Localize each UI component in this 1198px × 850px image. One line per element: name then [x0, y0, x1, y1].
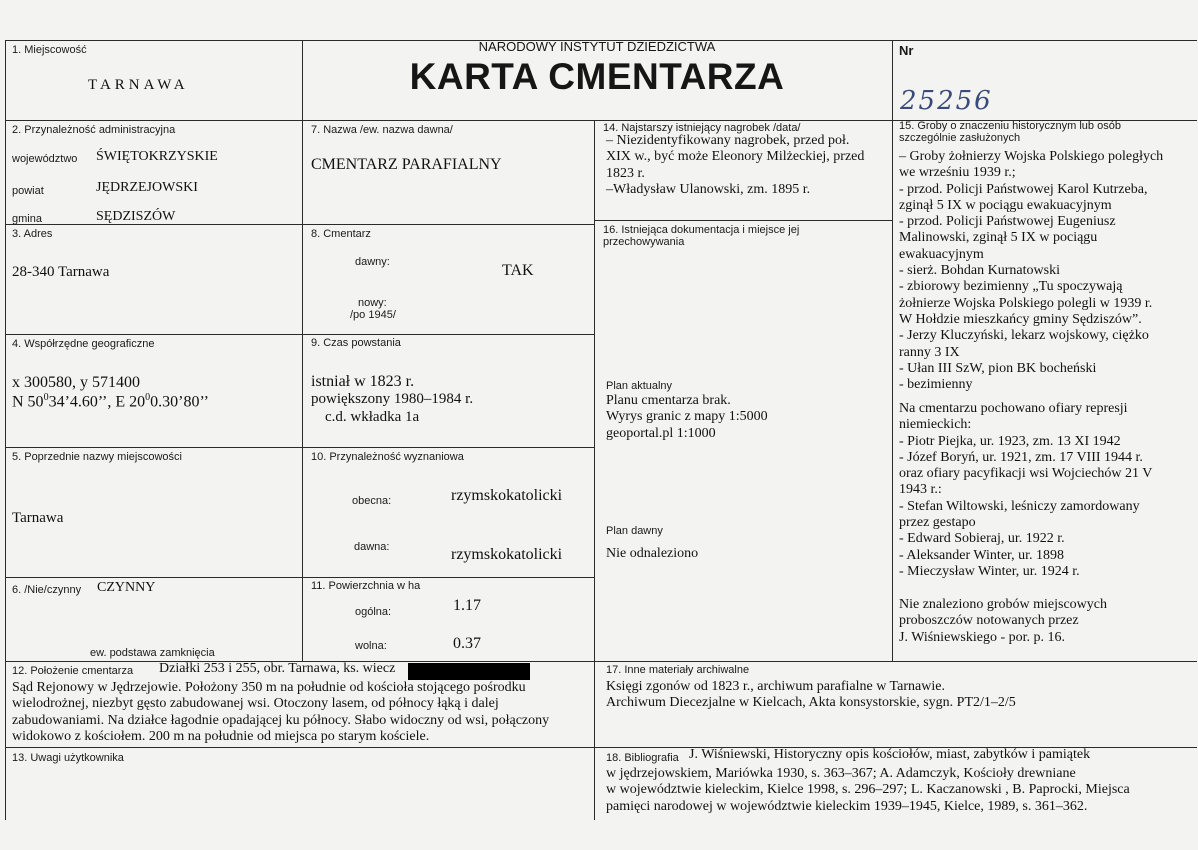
f3-value: 28-340 Tarnawa: [12, 264, 110, 280]
rule-col1: [302, 40, 303, 661]
f9-line3: c.d. wkładka 1a: [325, 409, 420, 425]
f8-label: 8. Cmentarz: [311, 228, 371, 240]
f13-label: 13. Uwagi użytkownika: [12, 752, 124, 764]
f16-plan-aktualny-label: Plan aktualny: [606, 380, 673, 392]
rule-col2: [594, 120, 595, 820]
f7-label: 7. Nazwa /ew. nazwa dawna/: [311, 124, 453, 136]
f9-line1: istniał w 1823 r.: [311, 373, 415, 390]
f7-value: CMENTARZ PARAFIALNY: [311, 156, 502, 173]
f9-line2: powiększony 1980–1984 r.: [311, 391, 474, 407]
f12-line1: Działki 253 i 255, obr. Tarnawa, ks. wiecz: [159, 661, 396, 676]
f5-label: 5. Poprzednie nazwy miejscowości: [12, 451, 182, 463]
f6-label: 6. /Nie/czynny: [12, 584, 82, 596]
f15-text-1: – Groby żołnierzy Wojska Polskiego poległych we wrześniu 1939 r.; - przod. Policji Państwowej Karol Kutrzeba, zginął 5 IX w pociągu ewakuacyjnym - przod. Policji Państwowej Eugeniusz Malinowski, zginął 5 IX w pociągu ewakuacyjnym - sierż. Bohdan Kurnatowski - zbiorowy bezimienny „Tu spoczywają żołnierze Wojska Polskiego polegli w 1939 r. W Hołdzie mieszkańcy gminy Sędziszów”. - Jerzy Kluczyński, lekarz wojskowy, ciężko ranny 3 IX - Ułan III SzW, pion BK bocheński - bezimienny: [899, 149, 1164, 393]
f9-label: 9. Czas powstania: [311, 337, 401, 349]
rule-5: [5, 447, 594, 448]
f10-obecna: rzymskokatolicki: [451, 487, 563, 504]
f18-label: 18. Bibliografia: [606, 752, 679, 764]
f8-dawny-label: dawny:: [355, 256, 390, 268]
f15-text-3: Nie znaleziono grobów miejscowych proboszczów notowanych przez J. Wiśniewskiego - por. p. 16.: [899, 597, 1107, 645]
f14-label: 14. Najstarszy istniejący nagrobek /data/: [603, 122, 801, 134]
f3-label: 3. Adres: [12, 228, 53, 240]
rule-16: [594, 220, 892, 221]
f15-text-2: Na cmentarzu pochowano ofiary represji niemieckich: - Piotr Piejka, ur. 1923, zm. 13 XI 1942 - Józef Boryń, ur. 1921, zm. 17 VIII 1944 r. oraz ofiary pacyfikacji wsi Wojciechów 21 V 1943 r.: - Stefan Wiltowski, leśniczy zamordowany przez gestapo - Edward Sobieraj, ur. 1922 r. - Aleksander Winter, ur. 1898 - Mieczysław Winter, ur. 1924 r.: [899, 401, 1153, 579]
f10-dawna: rzymskokatolicki: [451, 546, 563, 563]
f1-label: 1. Miejscowość: [12, 44, 87, 56]
f4-line2-e: 0.30’80’’: [150, 393, 209, 411]
f12-text: Sąd Rejonowy w Jędrzejowie. Położony 350 m na południe od kościoła stojącego pośrodku wielodrożnej, niezbyt gęsto zabudowanej wsi. Otoczony lasem, od północy łąką i dalej zabudowaniami. Na działce łagodnie opadającej ku północy. Słabo widoczny od wsi, połączony widokowo z kościołem. 200 m na południe od miejsca po starym kościele.: [12, 680, 550, 744]
f2-powiat-label: powiat: [12, 185, 44, 197]
f2-gmina: SĘDZISZÓW: [96, 209, 176, 224]
rule-4: [5, 334, 594, 335]
rule-adres: [5, 224, 594, 225]
f15-label-2: szczególnie zasłużonych: [899, 132, 1021, 144]
f17-label: 17. Inne materiały archiwalne: [606, 664, 750, 676]
f16-label-2: przechowywania: [603, 236, 685, 248]
f14-text: – Niezidentyfikowany nagrobek, przed poł. XIX w., być może Eleonory Milżeckiej, przed 1823 r. –Władysław Ulanowski, zm. 1895 r.: [606, 133, 865, 197]
f8-dawny: TAK: [502, 262, 534, 279]
redaction-bar: [408, 663, 530, 680]
f17-text: Księgi zgonów od 1823 r., archiwum parafialne w Tarnawie. Archiwum Diecezjalne w Kielcach, Akta konsystorskie, sygn. PT2/1–2/5: [606, 679, 1016, 711]
rule-left: [5, 40, 6, 820]
f4-line2-a: N 50: [12, 393, 44, 411]
f11-wolna: 0.37: [453, 635, 481, 652]
institute-name: NARODOWY INSTYTUT DZIEDZICTWA: [478, 39, 716, 54]
f10-dawna-label: dawna:: [354, 541, 390, 553]
f4-line2-c: 34’4.60’’, E 20: [48, 393, 146, 411]
f6-value: CZYNNY: [97, 580, 156, 595]
f16-plan-dawny-label: Plan dawny: [606, 525, 663, 537]
f11-ogolna-label: ogólna:: [355, 606, 392, 618]
f2-powiat: JĘDRZEJOWSKI: [96, 180, 198, 195]
nr-value: 25256: [900, 86, 993, 116]
f6-sub: ew. podstawa zamknięcia: [90, 647, 215, 659]
rule-col3: [892, 40, 893, 661]
f11-ogolna: 1.17: [453, 597, 481, 614]
f11-label: 11. Powierzchnia w ha: [311, 580, 421, 592]
f4-line2-b: 0: [43, 392, 49, 403]
f11-wolna-label: wolna:: [355, 640, 387, 652]
f2-wojewodztwo: ŚWIĘTOKRZYSKIE: [96, 149, 218, 164]
f16-plan-dawny: Nie odnaleziono: [606, 546, 699, 561]
f10-obecna-label: obecna:: [352, 495, 392, 507]
f2-label: 2. Przynależność administracyjna: [12, 124, 176, 136]
f8-nowy-label-2: /po 1945/: [350, 309, 396, 321]
f12-label: 12. Położenie cmentarza: [12, 665, 134, 677]
card-title: KARTA CMENTARZA: [409, 56, 785, 97]
rule-6: [5, 577, 594, 578]
f18-line1: J. Wiśniewski, Historyczny opis kościołów, miast, zabytków i pamiątek: [689, 747, 1091, 762]
f4-line2-d: 0: [145, 392, 151, 403]
nr-label: Nr: [899, 43, 914, 58]
f18-text: w jędrzejowskiem, Mariówka 1930, s. 363–367; A. Adamczyk, Kościoły drewniane w województwie kieleckim, Kielce 1998, s. 296–297; L. Kaczanowski , B. Paprocki, Miejsca pamięci narodowej w województwie kieleckim 1939–1945, Kielce, 1989, s. 361–362.: [606, 766, 1130, 814]
f4-line2: [12, 392, 209, 411]
f8-nowy-label: nowy:: [358, 297, 387, 309]
f4-line1: x 300580, y 571400: [12, 374, 140, 391]
f2-wojewodztwo-label: województwo: [12, 153, 78, 165]
f2-gmina-label: gmina: [12, 213, 42, 225]
f16-label: 16. Istniejąca dokumentacja i miejsce jej: [603, 224, 800, 236]
f5-value: Tarnawa: [12, 510, 64, 526]
f15-label: 15. Groby o znaczeniu historycznym lub osób: [899, 120, 1121, 132]
f10-label: 10. Przynależność wyznaniowa: [311, 451, 464, 463]
f4-label: 4. Współrzędne geograficzne: [12, 338, 155, 350]
f16-plan-aktualny: Planu cmentarza brak. Wyrys granic z mapy 1:5000 geoportal.pl 1:1000: [606, 393, 768, 441]
f1-value: TARNAWA: [88, 77, 189, 93]
